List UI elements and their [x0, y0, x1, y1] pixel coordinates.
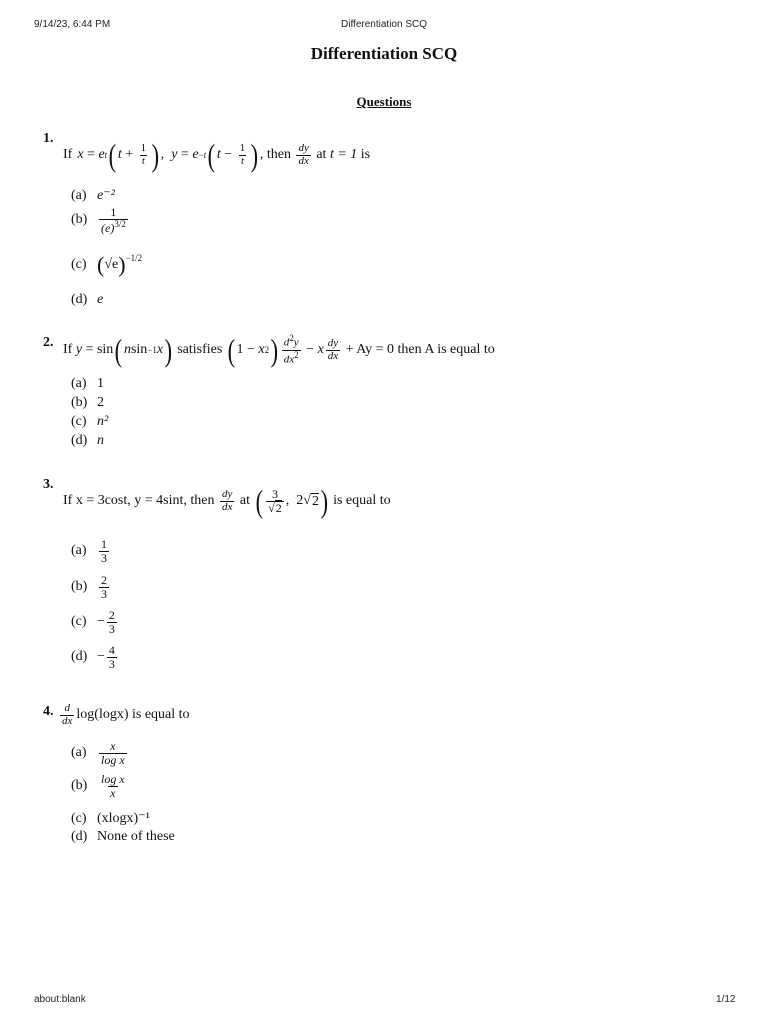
question-number: 3.: [43, 477, 54, 492]
print-page-number: 1/12: [716, 994, 736, 1005]
option-d: (d) n: [71, 433, 104, 448]
option-c: (c) n²: [71, 414, 109, 429]
question-number: 2.: [43, 335, 54, 350]
document-title: Differentiation SCQ: [310, 44, 458, 63]
option-b: (b) $\frac{\text{log x}}{x}$: [71, 772, 125, 800]
option-a: (a) e⁻²: [71, 187, 115, 203]
option-c: (c) (xlogx)⁻¹: [71, 810, 150, 826]
question-number: 4.: [43, 704, 54, 719]
question-stem: If x = e t ( t + $\frac{1}{t}$ ) , y = e −t ( t − $\frac{1}{t}$ ) , then $\frac{dy}{dx}$ at t = 1 is: [63, 137, 371, 173]
option-a: (a) 1: [71, 376, 104, 391]
question-number: 1.: [43, 131, 54, 146]
option-d: (d) None of these: [71, 829, 175, 844]
stem-value: t = 1: [329, 147, 358, 162]
option-c: (c) − $\frac{2}{3}$: [71, 608, 115, 636]
print-url: about:blank: [34, 994, 86, 1005]
stem-text: is: [360, 147, 371, 162]
option-a: (a) $\frac{1}{3}$: [71, 537, 107, 565]
question-stem: If x = 3cost, y = 4sint, then $\frac{dy}{dx}$ at ( $\frac{3}{√2}$ , 2√ 2 ) is equal to: [63, 483, 391, 519]
option-c: (c) ( √e ) $^{-1/2}$: [71, 252, 143, 277]
stem-tail: + Ay = 0 then A is equal to: [345, 342, 495, 357]
print-datetime: 9/14/23, 6:44 PM: [34, 19, 111, 30]
option-b: (b) 2: [71, 395, 104, 410]
option-d: (d) e: [71, 292, 104, 307]
option-b: (b) $\frac{2}{3}$: [71, 573, 107, 601]
option-d: (d) − $\frac{4}{3}$: [71, 643, 115, 671]
stem-text: then: [266, 147, 291, 162]
option-a: (a) $\frac{x}{\text{log x}}$: [71, 739, 125, 767]
section-heading: Questions: [356, 94, 412, 109]
question-stem: If y = sin ( n sin −1 x ) satisfies ( 1 − x 2 ) $\frac{d^2y}{dx^2}$ − x $\frac{dy}{dx}$ + Ay = 0 then A is equal to: [63, 332, 495, 368]
stem-text: If: [63, 147, 73, 162]
option-b: (b) $\frac{1}{(e)^{3/2}}$: [71, 205, 126, 235]
stem-text: at: [316, 147, 327, 162]
print-tab-title: Differentiation SCQ: [341, 19, 427, 30]
question-stem: $\frac{d}{dx}$ log(logx) is equal to: [62, 702, 190, 727]
